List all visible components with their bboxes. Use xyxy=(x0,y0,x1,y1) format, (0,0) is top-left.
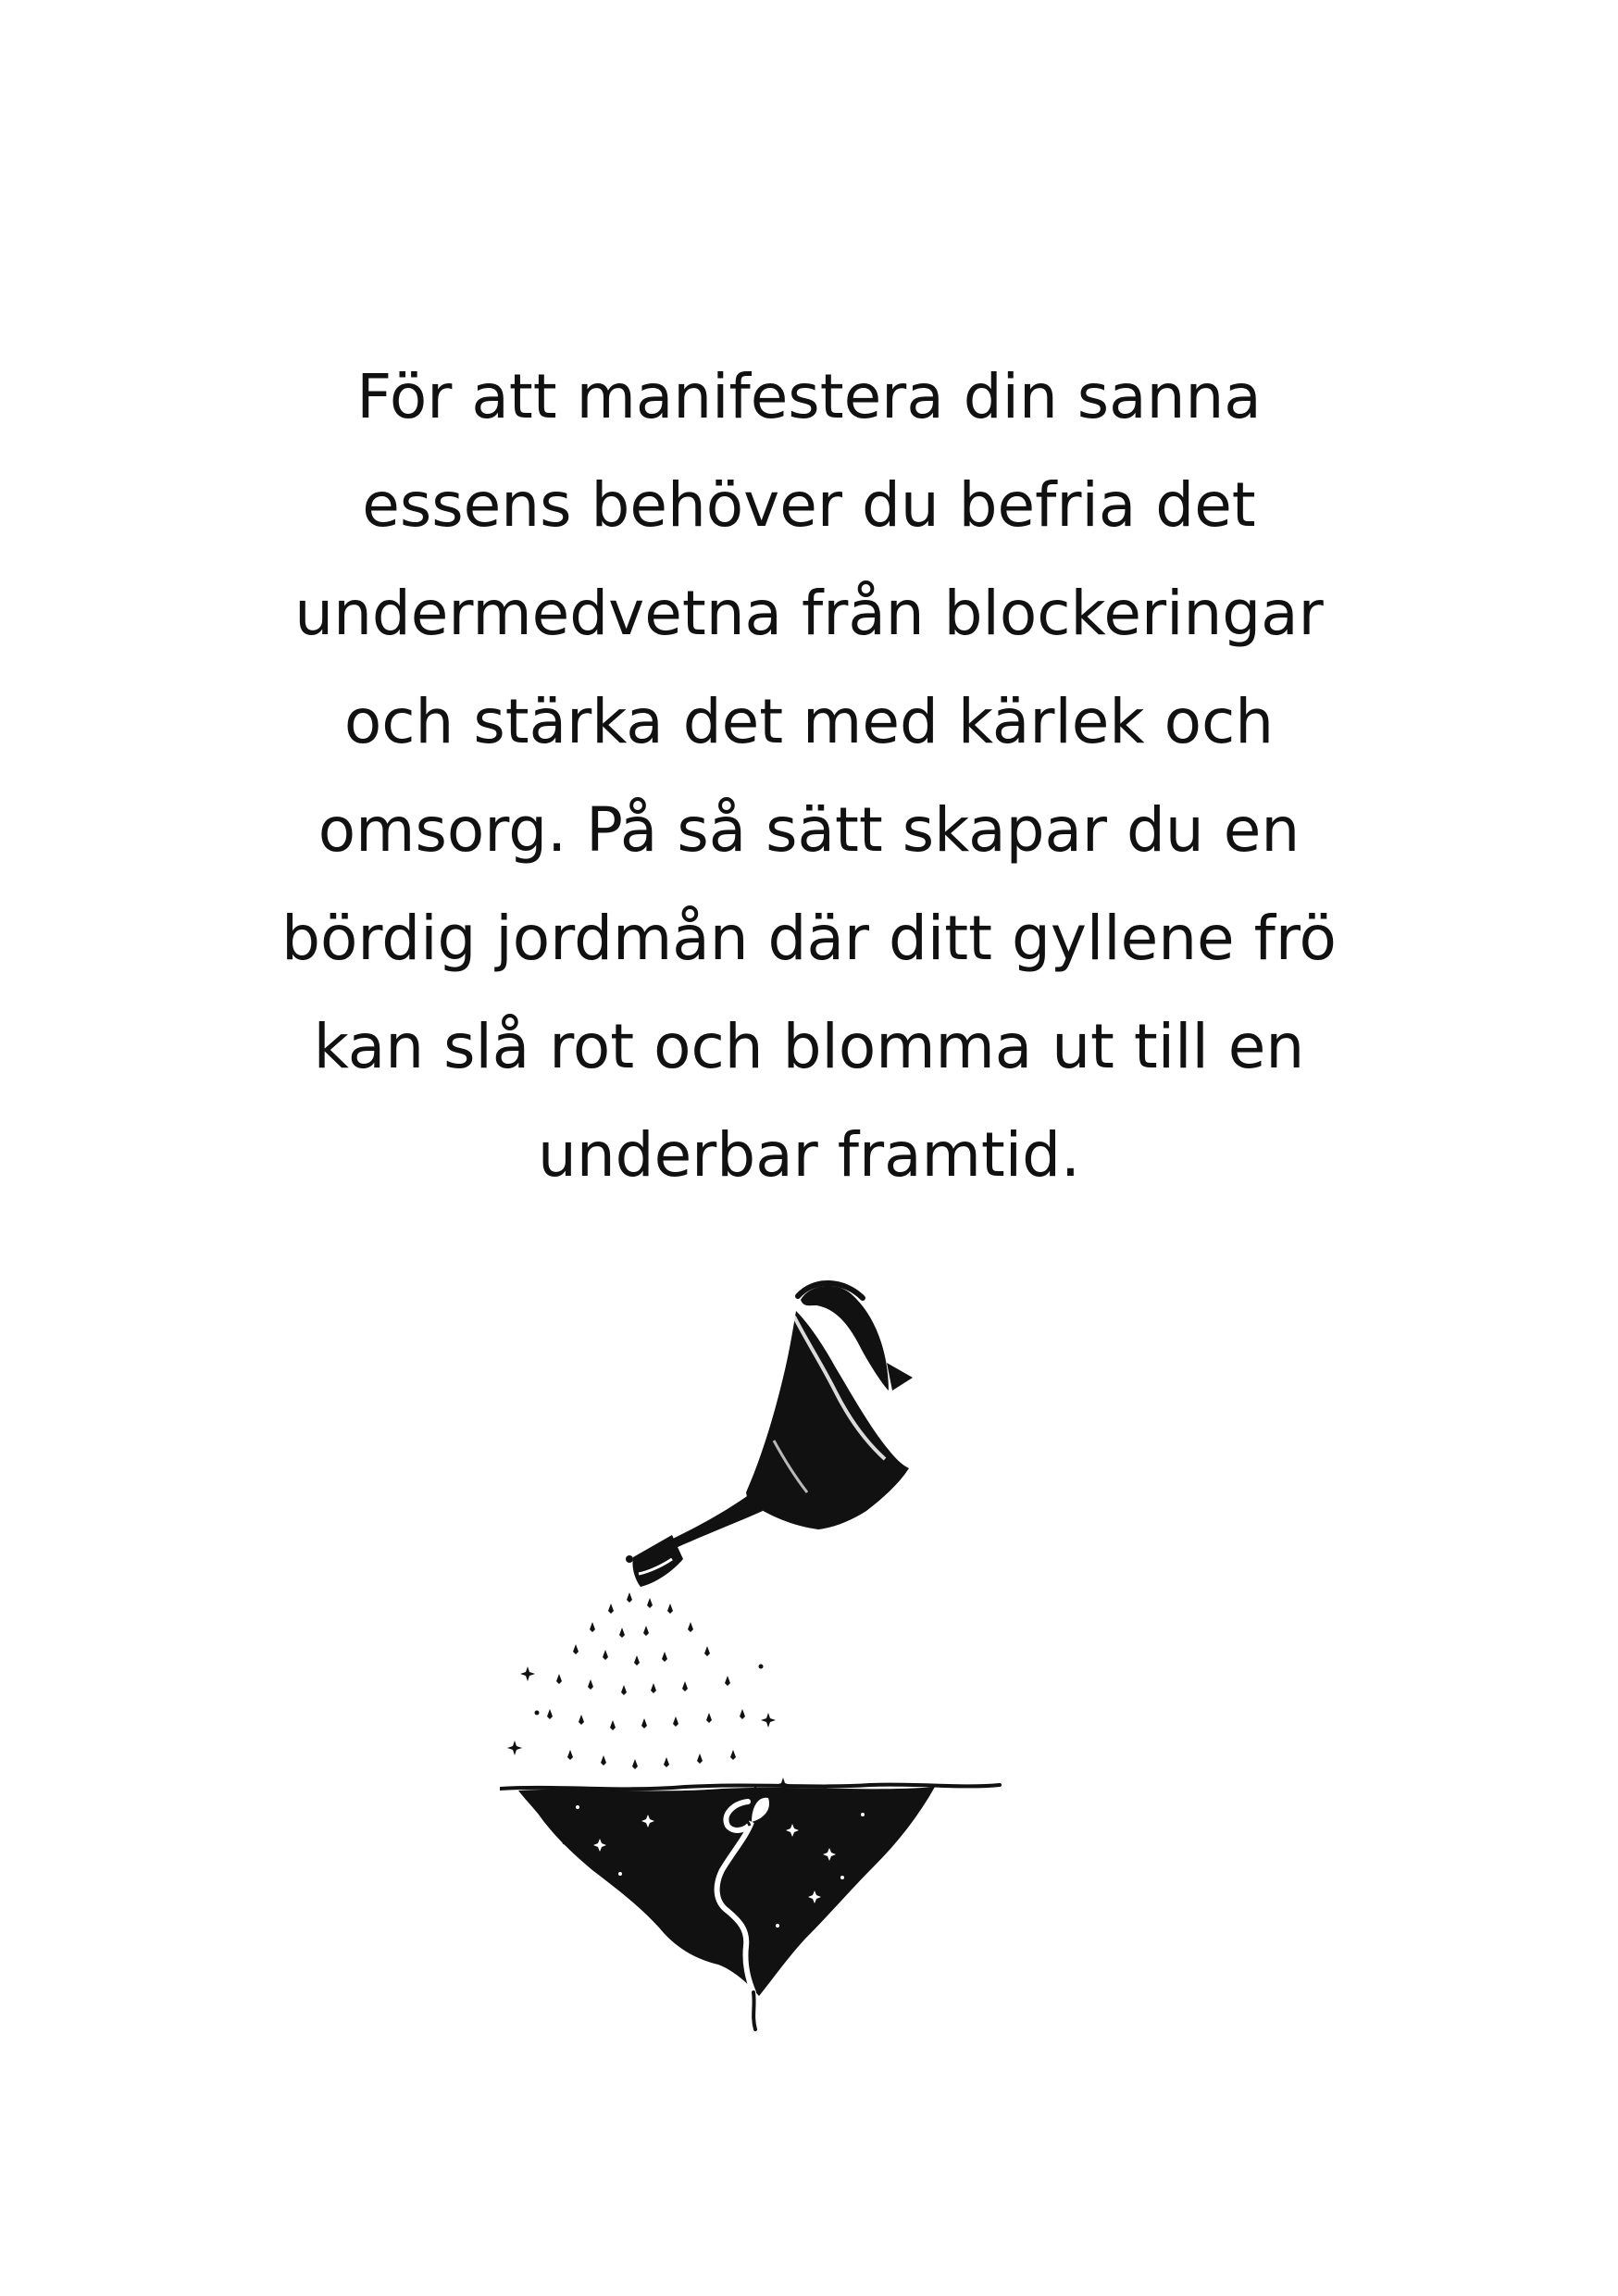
root xyxy=(753,1992,755,2029)
quote-line-7: kan slå rot och blomma ut till en xyxy=(313,1011,1305,1082)
quote-line-1: För att manifestera din sanna xyxy=(356,361,1262,432)
quote-line-2: essens behöver du befria det xyxy=(362,469,1256,541)
quote-line-5: omsorg. På så sätt skapar du en xyxy=(317,794,1301,866)
quote-line-4: och stärka det med kärlek och xyxy=(343,686,1275,757)
quote-text xyxy=(0,343,1618,1209)
quote-line-3: undermedvetna från blockeringar xyxy=(294,578,1324,649)
watering-can-seedling-icon xyxy=(500,1278,1092,2055)
quote-line-8: underbar framtid. xyxy=(538,1119,1080,1191)
quote-line-6: bördig jordmån där ditt gyllene frö xyxy=(281,903,1337,974)
watering-can-body xyxy=(746,1311,909,1529)
